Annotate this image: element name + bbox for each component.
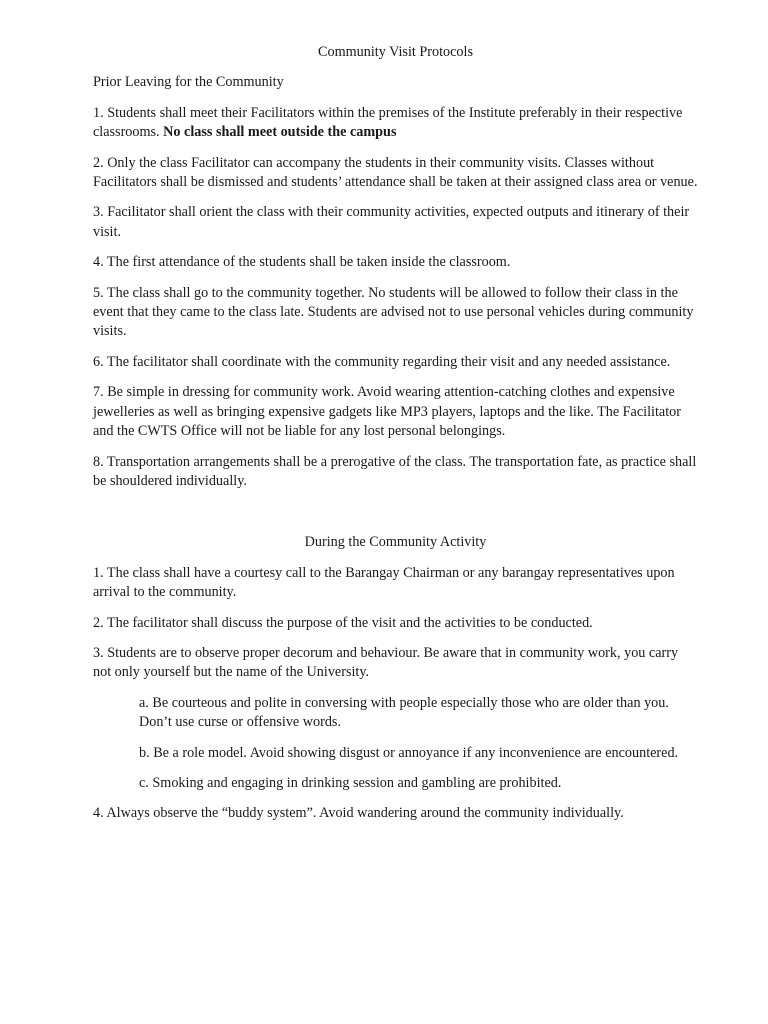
sub-paragraph: a. Be courteous and polite in conversing with people especially those who are older than you. Don’t use curse or offensive words. <box>139 694 669 731</box>
sub-paragraph: c. Smoking and engaging in drinking session and gambling are prohibited. <box>139 774 562 791</box>
paragraph: 5. The class shall go to the community together. No students will be allowed to follow their class in the event that they came to the class late. Students are advised not to use personal vehicles during community visits. <box>93 284 694 340</box>
paragraph-text: 1. Students shall meet their Facilitators within the premises of the Institute preferably in their respective classrooms. <box>93 104 683 141</box>
document-title: Community Visit Protocols <box>318 44 473 60</box>
section-heading-prior: Prior Leaving for the Community <box>93 74 284 91</box>
paragraph: 4. Always observe the “buddy system”. Avoid wandering around the community individually. <box>93 805 624 822</box>
paragraph <box>93 104 698 143</box>
paragraph: 3. Facilitator shall orient the class with their community activities, expected outputs and itinerary of their visit. <box>93 204 690 240</box>
paragraph: 7. Be simple in dressing for community work. Avoid wearing attention-catching clothes and expensive jewelleries as well as bringing expensive gadgets like MP3 players, laptops and the like. The Facilitator and the CWTS Office will not be liable for any lost personal belongings. <box>93 384 681 440</box>
paragraph: 2. The facilitator shall discuss the purpose of the visit and the activities to be conducted. <box>93 614 593 631</box>
paragraph-bold-text: No class shall meet outside the campus <box>163 124 397 141</box>
section-spacer <box>93 502 698 533</box>
section-heading-during: During the Community Activity <box>304 534 487 551</box>
paragraph: 6. The facilitator shall coordinate with the community regarding their visit and any needed assistance. <box>93 353 671 370</box>
paragraph: 1. The class shall have a courtesy call to the Barangay Chairman or any barangay representatives upon arrival to the community. <box>93 564 675 601</box>
paragraph: 3. Students are to observe proper decorum and behaviour. Be aware that in community work, you carry not only yourself but the name of the University. <box>93 644 679 681</box>
paragraph: 4. The first attendance of the students shall be taken inside the classroom. <box>93 254 511 271</box>
sub-paragraph: b. Be a role model. Avoid showing disgust or annoyance if any inconvenience are encountered. <box>139 744 679 761</box>
paragraph: 8. Transportation arrangements shall be a prerogative of the class. The transportation fate, as practice shall be shouldered individually. <box>93 453 697 489</box>
paragraph: 2. Only the class Facilitator can accompany the students in their community visits. Classes without Facilitators shall be dismissed and students’ attendance shall be taken at their assigned class area or venue. <box>93 154 698 191</box>
